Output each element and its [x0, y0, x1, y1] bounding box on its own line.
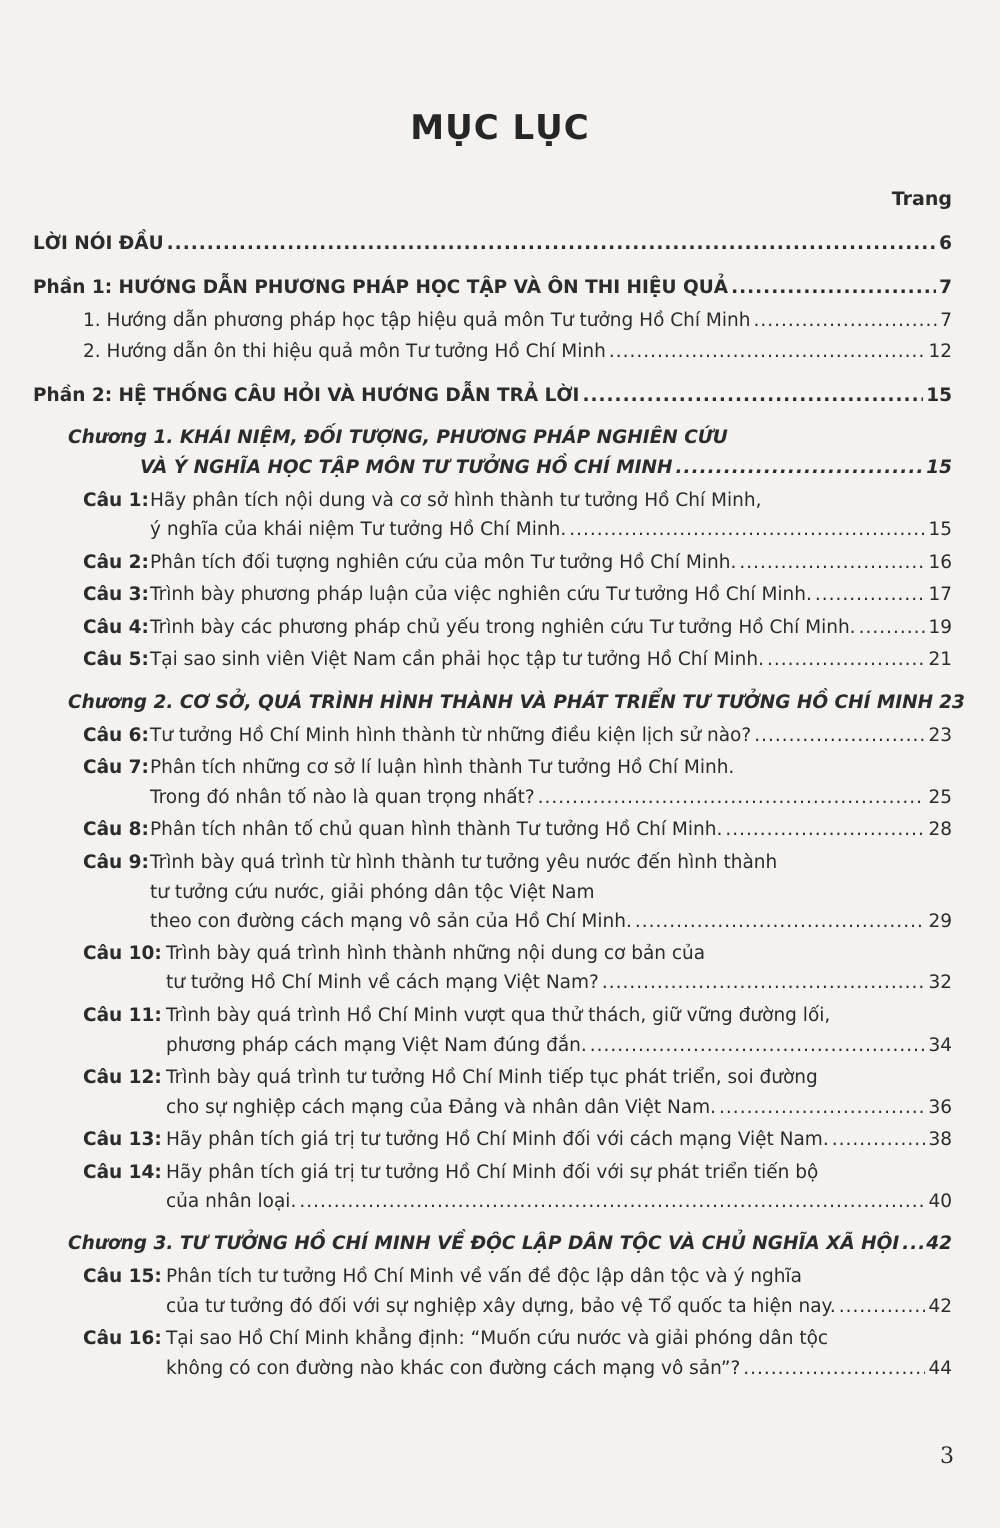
toc-entry-question-11[interactable]: phương pháp cách mạng Việt Nam đúng đắn. ..... 34: [0, 1031, 1000, 1061]
toc-entry-chapter-2[interactable]: Chương 2. CƠ SỞ, QUÁ TRÌNH HÌNH THÀNH VÀ PHÁT TRIỂN TƯ TƯỞNG HỒ CHÍ MINH 23: [68, 692, 965, 713]
toc-entry-part-1-1[interactable]: 1. Hướng dẫn phương pháp học tập hiệu quả môn Tư tưởng Hồ Chí Minh ..... 7: [0, 306, 1000, 336]
toc-entry-chapter-1-line1[interactable]: Chương 1. KHÁI NIỆM, ĐỐI TƯỢNG, PHƯƠNG PHÁP NGHIÊN CỨU: [68, 427, 728, 448]
toc-entry-question-7[interactable]: Trong đó nhân tố nào là quan trọng nhất? ..... 25: [0, 783, 1000, 813]
toc-entry-question-3[interactable]: Câu 3: Trình bày phương pháp luận của việc nghiên cứu Tư tưởng Hồ Chí Minh. ..... 17: [0, 580, 1000, 610]
toc-entry-chapter-1[interactable]: VÀ Ý NGHĨA HỌC TẬP MÔN TƯ TƯỞNG HỒ CHÍ MINH ..... 15: [0, 453, 1000, 483]
toc-entry-question-13[interactable]: Câu 13: Hãy phân tích giá trị tư tưởng Hồ Chí Minh đối với cách mạng Việt Nam. ..... 38: [0, 1125, 1000, 1155]
toc-entry-question-7-line1[interactable]: Câu 7: Phân tích những cơ sở lí luận hình thành Tư tưởng Hồ Chí Minh.: [83, 757, 735, 778]
page-title: MỤC LỤC: [410, 108, 590, 148]
toc-entry-preface[interactable]: LỜI NÓI ĐẦU ..... 6: [0, 229, 1000, 259]
toc-entry-question-9[interactable]: theo con đường cách mạng vô sản của Hồ Chí Minh. ..... 29: [0, 907, 1000, 937]
toc-entry-question-15[interactable]: của tư tưởng đó đối với sự nghiệp xây dựng, bảo vệ Tổ quốc ta hiện nay. ..... 42: [0, 1292, 1000, 1322]
toc-entry-question-5[interactable]: Câu 5: Tại sao sinh viên Việt Nam cần phải học tập tư tưởng Hồ Chí Minh. ..... 21: [0, 645, 1000, 675]
toc-entry-question-4[interactable]: Câu 4: Trình bày các phương pháp chủ yếu trong nghiên cứu Tư tưởng Hồ Chí Minh. ..... 19: [0, 613, 1000, 643]
toc-entry-question-9-line1[interactable]: Câu 9: Trình bày quá trình từ hình thành tư tưởng yêu nước đến hình thành: [83, 852, 778, 873]
toc-entry-part-1-2[interactable]: 2. Hướng dẫn ôn thi hiệu quả môn Tư tưởng Hồ Chí Minh ..... 12: [0, 337, 1000, 367]
toc-entry-question-6[interactable]: Câu 6: Tư tưởng Hồ Chí Minh hình thành từ những điều kiện lịch sử nào? ..... 23: [0, 721, 1000, 751]
toc-entry-question-10-line1[interactable]: Câu 10: Trình bày quá trình hình thành những nội dung cơ bản của: [83, 943, 706, 964]
toc-entry-question-16-line1[interactable]: Câu 16: Tại sao Hồ Chí Minh khẳng định: “Muốn cứu nước và giải phóng dân tộc: [83, 1328, 829, 1349]
toc-entry-question-1-line1[interactable]: Câu 1: Hãy phân tích nội dung và cơ sở hình thành tư tưởng Hồ Chí Minh,: [83, 490, 762, 511]
toc-entry-chapter-3[interactable]: Chương 3. TƯ TƯỞNG HỒ CHÍ MINH VỀ ĐỘC LẬP DÂN TỘC VÀ CHỦ NGHĨA XÃ HỘI ..... 42: [0, 1229, 1000, 1259]
toc-entry-question-12-line1[interactable]: Câu 12: Trình bày quá trình tư tưởng Hồ Chí Minh tiếp tục phát triển, soi đường: [83, 1067, 818, 1088]
toc-entry-part-2[interactable]: Phần 2: HỆ THỐNG CÂU HỎI VÀ HƯỚNG DẪN TRẢ LỜI ..... 15: [0, 381, 1000, 411]
toc-entry-question-11-line1[interactable]: Câu 11: Trình bày quá trình Hồ Chí Minh vượt qua thử thách, giữ vững đường lối,: [83, 1005, 831, 1026]
toc-entry-question-14-line1[interactable]: Câu 14: Hãy phân tích giá trị tư tưởng Hồ Chí Minh đối với sự phát triển tiến bộ: [83, 1162, 819, 1183]
toc-entry-question-8[interactable]: Câu 8: Phân tích nhân tố chủ quan hình thành Tư tưởng Hồ Chí Minh. ..... 28: [0, 815, 1000, 845]
toc-entry-question-9-line2[interactable]: tư tưởng cứu nước, giải phóng dân tộc Việt Nam: [150, 882, 595, 903]
toc-entry-question-10[interactable]: tư tưởng Hồ Chí Minh về cách mạng Việt Nam? ..... 32: [0, 968, 1000, 998]
page-number: 3: [940, 1444, 954, 1469]
toc-entry-part-1[interactable]: Phần 1: HƯỚNG DẪN PHƯƠNG PHÁP HỌC TẬP VÀ ÔN THI HIỆU QUẢ ..... 7: [0, 273, 1000, 303]
toc-entry-question-16[interactable]: không có con đường nào khác con đường cách mạng vô sản”? ..... 44: [0, 1354, 1000, 1384]
toc-entry-question-1[interactable]: ý nghĩa của khái niệm Tư tưởng Hồ Chí Minh. ..... 15: [0, 515, 1000, 545]
toc-entry-question-2[interactable]: Câu 2: Phân tích đối tượng nghiên cứu của môn Tư tưởng Hồ Chí Minh. ..... 16: [0, 548, 1000, 578]
toc-entry-question-12[interactable]: cho sự nghiệp cách mạng của Đảng và nhân dân Việt Nam. ..... 36: [0, 1093, 1000, 1123]
toc-entry-question-14[interactable]: của nhân loại. ..... 40: [0, 1187, 1000, 1217]
toc-entry-question-15-line1[interactable]: Câu 15: Phân tích tư tưởng Hồ Chí Minh về vấn đề độc lập dân tộc và ý nghĩa: [83, 1266, 803, 1287]
page-column-label: Trang: [891, 188, 952, 210]
